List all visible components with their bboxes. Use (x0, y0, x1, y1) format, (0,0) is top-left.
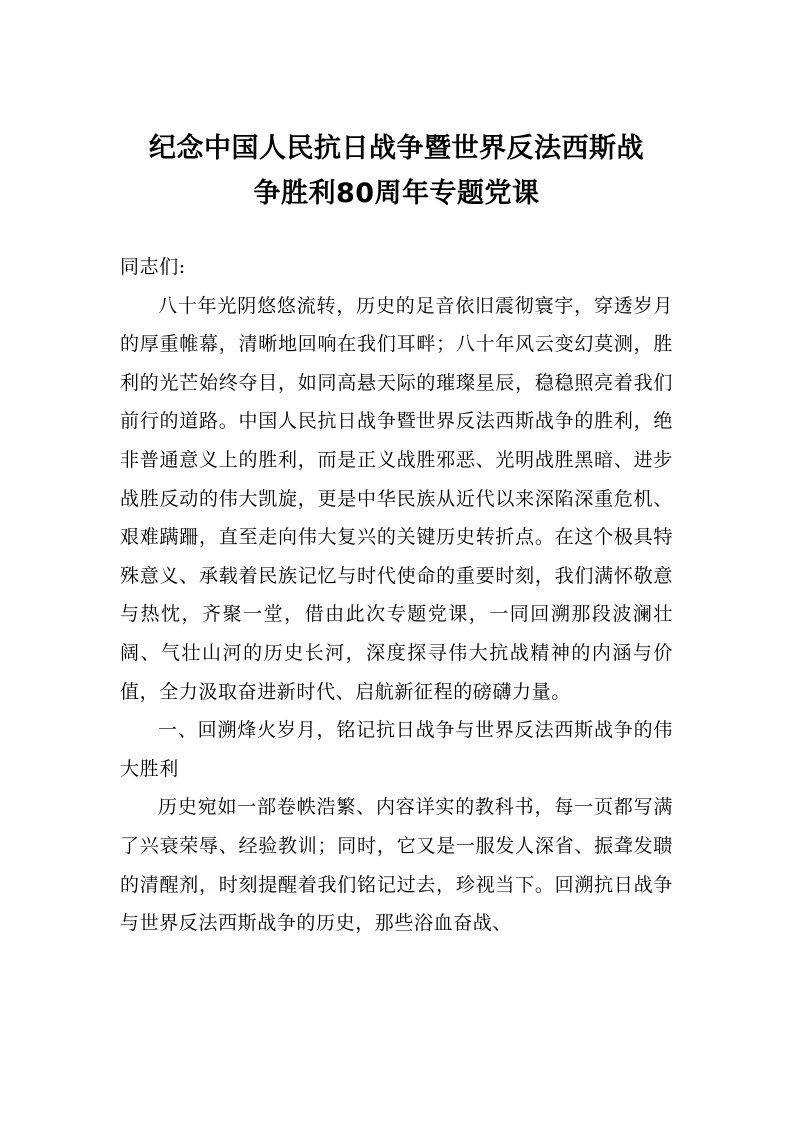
paragraph-history: 历史宛如一部卷帙浩繁、内容详实的教科书，每一页都写满了兴衰荣辱、经验教训；同时，它又是一服发人深省、振聋发聩的清醒剂，时刻提醒着我们铭记过去，珍视当下。回溯抗日战争与世界反法西斯战争的历史，那些浴血奋战、 (120, 796, 673, 935)
section-heading-1: 一、回溯烽火岁月，铭记抗日战争与世界反法西斯战争的伟大胜利 (120, 719, 673, 780)
document-title-line-1: 纪念中国人民抗日战争暨世界反法西斯战 (149, 133, 644, 164)
document-body (120, 248, 673, 943)
paragraph-intro: 八十年光阴悠悠流转，历史的足音依旧震彻寰宇，穿透岁月的厚重帷幕，清晰地回响在我们耳畔；八十年风云变幻莫测，胜利的光芒始终夺目，如同高悬天际的璀璨星辰，稳稳照亮着我们前行的道路。中国人民抗日战争暨世界反法西斯战争的胜利，绝非普通意义上的胜利，而是正义战胜邪恶、光明战胜黑暗、进步战胜反动的伟大凯旋，更是中华民族从近代以来深陷深重危机、艰难蹒跚，直至走向伟大复兴的关键历史转折点。在这个极具特殊意义、承载着民族记忆与时代使命的重要时刻，我们满怀敬意与热忱，齐聚一堂，借由此次专题党课，一同回溯那段波澜壮阔、气壮山河的历史长河，深度探寻伟大抗战精神的内涵与价值，全力汲取奋进新时代、启航新征程的磅礴力量。 (120, 294, 673, 703)
salutation: 同志们: (120, 256, 186, 278)
document-title-line-2: 争胜利80周年专题党课 (253, 178, 540, 209)
